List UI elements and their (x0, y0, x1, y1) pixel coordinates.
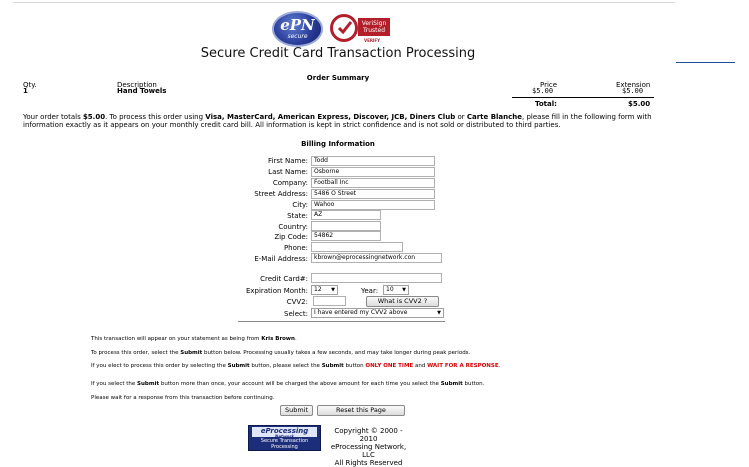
email-label: E-Mail Address: (254, 255, 308, 263)
note1-end: . (294, 336, 297, 342)
col-extension-header: Extension (616, 81, 651, 89)
exp-month-select[interactable] (311, 285, 338, 295)
note-statement (91, 336, 621, 343)
submit-button[interactable]: Submit (280, 405, 313, 416)
city-field[interactable]: Wahoo (311, 200, 435, 210)
item-qty: 1 (23, 87, 28, 95)
badge-caption (249, 438, 320, 450)
company-label: Company: (272, 179, 308, 187)
order-summary-title: Order Summary (306, 74, 370, 82)
col-description-header: Description (117, 81, 157, 89)
state-label: State: (287, 212, 308, 220)
note3-and: and (413, 363, 428, 369)
chevron-down-icon: ▼ (437, 310, 441, 316)
verisign-seal (330, 12, 390, 45)
verisign-verify-text: VERIFY (364, 38, 381, 43)
what-is-cvv2-button[interactable]: What is CVV2 ? (366, 296, 439, 307)
intro-paragraph (23, 113, 663, 129)
note3-submit-1: Submit (227, 363, 250, 369)
total-divider (512, 97, 654, 98)
note4-submit-2: Submit (440, 381, 463, 387)
col-qty-header: Qty. (23, 81, 37, 89)
item-extension: $5.00 (622, 87, 644, 95)
note4-submit-1: Submit (137, 381, 160, 387)
intro-text-2: . To process this order using (105, 113, 206, 121)
total-label: Total: (535, 100, 557, 108)
intro-text-1: Your order totals (23, 113, 83, 121)
select-label: Select: (284, 310, 308, 318)
epn-logo-sub: secure (287, 33, 308, 40)
year-label: Year: (361, 287, 379, 295)
badge-network: Network (274, 434, 295, 439)
note3-end: . (498, 363, 501, 369)
card-number-label: Credit Card#: (260, 275, 308, 283)
billing-title: Billing Information (301, 140, 375, 148)
note4-text-c: button more than once, your account will be charged the above amount for each time you select the (159, 381, 441, 387)
note3-submit-2: Submit (321, 363, 344, 369)
cvv2-status-select[interactable] (311, 308, 444, 318)
exp-year-select[interactable] (383, 285, 409, 295)
verisign-check-icon (330, 14, 358, 42)
copyright-line1: Copyright © 2000 - 2010 (334, 427, 403, 443)
note-one-time (91, 363, 521, 370)
note3-wait: WAIT FOR A RESPONSE (427, 363, 499, 369)
note4-text-a: If you select the (91, 381, 138, 387)
item-description: Hand Towels (117, 87, 167, 95)
form-divider (238, 321, 445, 322)
card-number-field[interactable] (311, 273, 442, 283)
cvv2-status-value: I have entered my CVV2 above (314, 309, 408, 316)
country-field[interactable] (311, 221, 381, 231)
exp-year-value: 10 (386, 286, 394, 293)
note3-text-e: button (343, 363, 366, 369)
first-name-field[interactable]: Todd (311, 156, 435, 166)
reset-button[interactable]: Reset this Page (317, 405, 405, 416)
epn-secure-badge (248, 425, 321, 451)
zip-label: Zip Code: (274, 233, 308, 241)
first-name-label: First Name: (268, 157, 308, 165)
epn-logo (272, 11, 323, 47)
note2-submit: Submit (180, 350, 203, 356)
chevron-down-icon: ▼ (402, 287, 406, 293)
email-field[interactable]: kbrown@eprocessingnetwork.con (311, 253, 442, 263)
city-label: City: (292, 201, 308, 209)
company-field[interactable]: Football Inc (311, 178, 435, 188)
last-name-label: Last Name: (268, 168, 308, 176)
note3-text-a: If you elect to process this order by selecting the (91, 363, 228, 369)
intro-text-4: , please fill in the following form with information exactly as it appears on your monthly credit card bill. All information is kept in strict confidence and is not sold or distributed to third parties. (23, 113, 652, 129)
intro-amount: $5.00 (82, 113, 106, 121)
top-divider (13, 2, 675, 3)
intro-text-3: or (455, 113, 467, 121)
side-accent-line (676, 62, 735, 63)
intro-card-last: Carte Blanche (466, 113, 523, 121)
badge-line2: Processing (271, 444, 298, 450)
epn-logo-text: ePN (280, 16, 315, 34)
note1-text: This transaction will appear on your statement as being from (91, 336, 262, 342)
item-price: $5.00 (532, 87, 554, 95)
copyright-line2: eProcessing Network, LLC (330, 443, 407, 459)
exp-month-value: 12 (314, 286, 322, 293)
chevron-down-icon: ▼ (331, 287, 335, 293)
note-duplicate-charge (91, 381, 621, 388)
note2-text-a: To process this order, select the (91, 350, 181, 356)
country-label: Country: (278, 223, 308, 231)
total-value: $5.00 (628, 100, 651, 108)
note-processing (91, 350, 621, 357)
phone-field[interactable] (311, 242, 403, 252)
badge-brand-box (252, 427, 317, 437)
col-price-header: Price (540, 81, 558, 89)
street-label: Street Address: (254, 190, 308, 198)
cvv2-field[interactable] (313, 296, 346, 306)
street-field[interactable]: 5486 O Street (311, 189, 435, 199)
note1-merchant: Kris Brown (261, 336, 295, 342)
note3-text-c: button, please select the (249, 363, 322, 369)
verisign-line1: VeriSign (361, 20, 387, 27)
note2-text-c: button below. Processing usually takes a few seconds, and may take longer during peak periods. (202, 350, 471, 356)
note3-only-once: ONLY ONE TIME (365, 363, 414, 369)
last-name-field[interactable]: Osborne (311, 167, 435, 177)
state-field[interactable]: AZ (311, 210, 381, 220)
verisign-label (358, 18, 390, 36)
note4-text-e: button. (462, 381, 485, 387)
badge-brand: eProcessing (260, 427, 309, 435)
zip-field[interactable]: 54862 (311, 231, 381, 241)
page-title: Secure Credit Card Transaction Processing (200, 46, 476, 61)
verisign-line2: Trusted (362, 27, 386, 34)
copyright (326, 427, 411, 467)
cvv2-label: CVV2: (286, 298, 308, 306)
intro-cards: Visa, MasterCard, American Express, Discover, JCB, Diners Club (205, 113, 456, 121)
note-wait: Please wait for a response from this transaction before continuing. (91, 395, 275, 401)
copyright-line3: All Rights Reserved (334, 459, 403, 467)
badge-line1: Secure Transaction (260, 438, 309, 444)
phone-label: Phone: (283, 244, 308, 252)
exp-month-label: Expiration Month: (245, 287, 308, 295)
